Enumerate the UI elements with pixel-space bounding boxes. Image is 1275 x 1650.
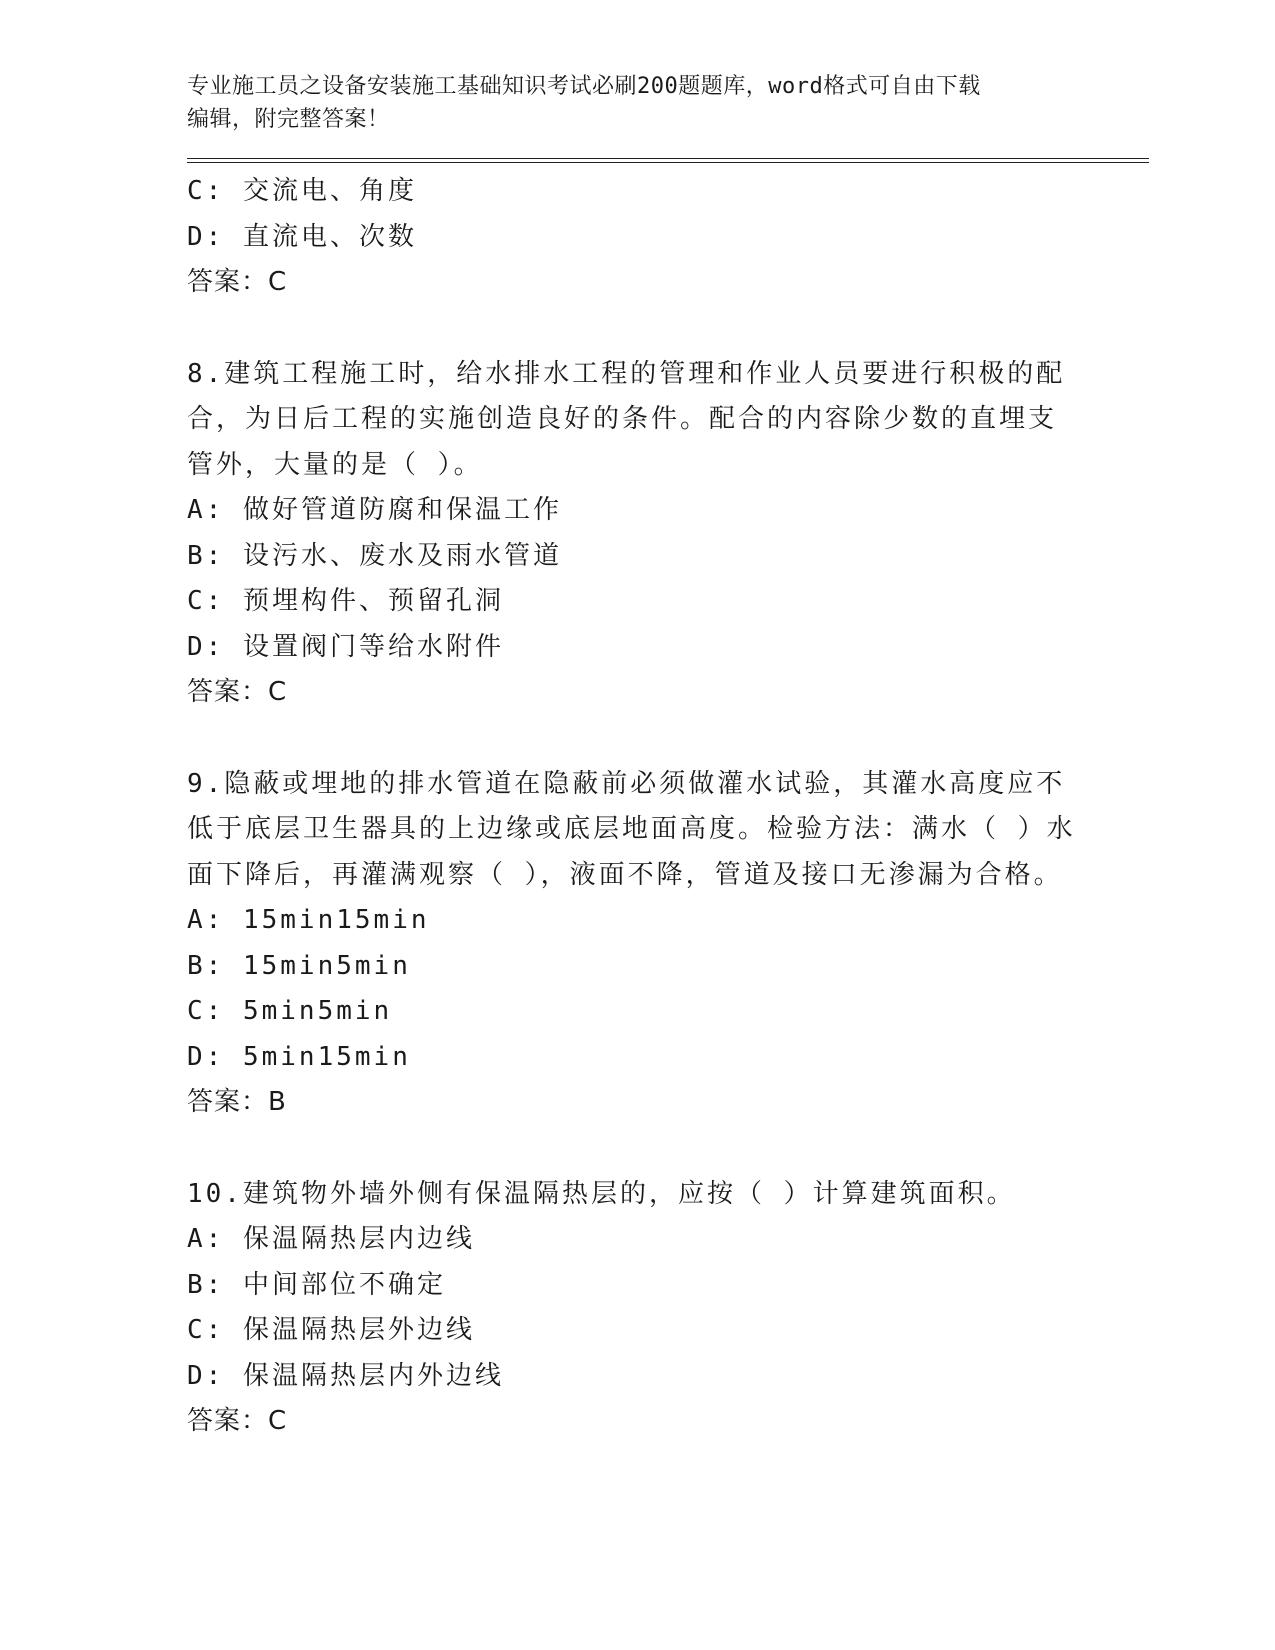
option-c: C: 5min5min (187, 996, 393, 1026)
option-c: C: 预埋构件、预留孔洞 (187, 586, 504, 616)
option-d: D: 设置阀门等给水附件 (187, 631, 504, 662)
question-stem-line: 管外，大量的是（ ）。 (187, 449, 483, 480)
option-d: D: 直流电、次数 (187, 221, 417, 252)
answer: 答案：C (187, 1406, 288, 1436)
option-a: A: 15min15min (187, 905, 430, 935)
option-b: B: 设污水、废水及雨水管道 (187, 540, 562, 571)
option-c: C: 交流电、角度 (187, 176, 417, 206)
document-body (187, 169, 1147, 1445)
question-stem-line: 低于底层卫生器具的上边缘或底层地面高度。检验方法：满水（ ）水 (187, 814, 1076, 844)
document-header (187, 70, 1087, 136)
document-page (187, 70, 1147, 1445)
header-divider (187, 158, 1149, 163)
question-stem-line: 10.建筑物外墙外侧有保温隔热层的，应按（ ）计算建筑面积。 (187, 1178, 1016, 1209)
answer: 答案：B (187, 1087, 287, 1117)
question-stem-line: 面下降后，再灌满观察（ ），液面不降，管道及接口无渗漏为合格。 (187, 859, 1063, 890)
question-stem-line: 8.建筑工程施工时，给水排水工程的管理和作业人员要进行积极的配 (187, 358, 1066, 389)
option-d: D: 5min15min (187, 1041, 411, 1072)
question-stem-line: 合，为日后工程的实施创造良好的条件。配合的内容除少数的直埋支 (187, 404, 1058, 434)
option-b: B: 15min5min (187, 950, 411, 981)
option-a: A: 做好管道防腐和保温工作 (187, 495, 562, 525)
answer: 答案：C (187, 677, 288, 707)
header-title-line-2: 编辑，附完整答案！ (187, 107, 390, 132)
question-7-continued (187, 169, 1147, 306)
question-8 (187, 352, 1147, 716)
header-title-line-1: 专业施工员之设备安装施工基础知识考试必刷200题题库，word格式可自由下载 (187, 74, 981, 99)
question-10 (187, 1172, 1147, 1445)
question-9 (187, 762, 1147, 1126)
option-b: B: 中间部位不确定 (187, 1269, 446, 1300)
option-c: C: 保温隔热层外边线 (187, 1315, 475, 1345)
option-d: D: 保温隔热层内外边线 (187, 1360, 504, 1391)
answer: 答案：C (187, 267, 288, 297)
option-a: A: 保温隔热层内边线 (187, 1224, 475, 1254)
question-stem-line: 9.隐蔽或埋地的排水管道在隐蔽前必须做灌水试验，其灌水高度应不 (187, 768, 1066, 799)
